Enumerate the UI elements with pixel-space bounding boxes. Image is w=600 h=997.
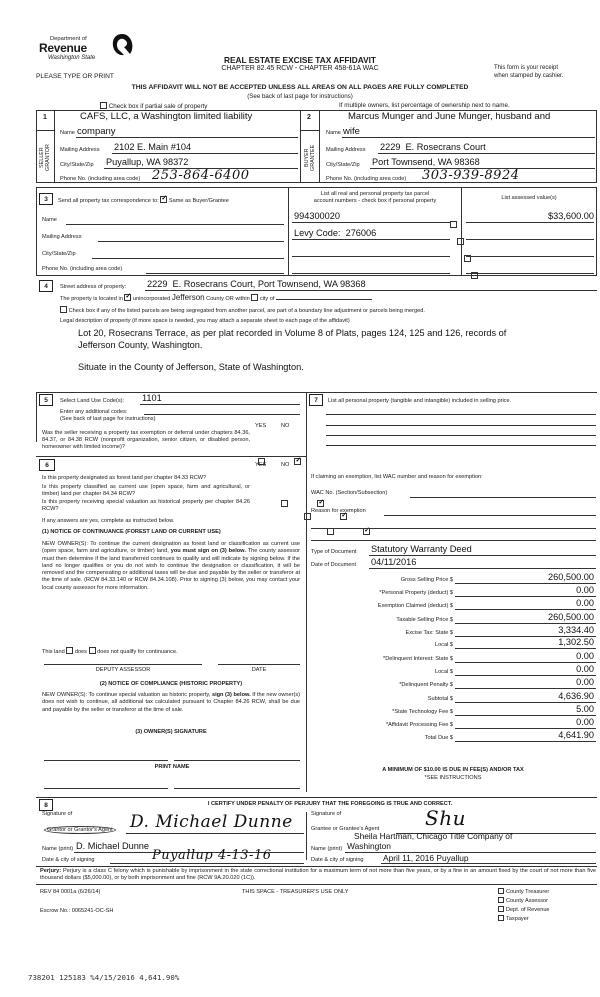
print-name-line-2 xyxy=(174,788,300,789)
same-as-buyer-checkbox[interactable] xyxy=(160,196,167,203)
grantee-name-label: Name xyxy=(326,130,341,136)
grantee-phone-value[interactable]: 303-939-8924 xyxy=(422,168,520,183)
section-5-number: 5 xyxy=(39,394,53,406)
parcels-header-2: account numbers - check box if personal property xyxy=(313,198,437,204)
city-label: city of xyxy=(259,296,275,302)
amount-label: Subtotal $ xyxy=(427,696,453,702)
historic-no-checkbox[interactable] xyxy=(363,528,370,535)
logo-line3: Washington State xyxy=(48,55,96,61)
rev-number: REV 84 0001a (6/26/14) xyxy=(40,889,101,895)
reason-label: Reason for exemption xyxy=(311,508,366,514)
notice2-text-a: NEW OWNER(S): To continue special valuation as historic property, xyxy=(42,692,212,698)
partial-sale-checkbox[interactable] xyxy=(100,102,107,109)
logo-line2: Revenue xyxy=(39,41,87,55)
cashier-stamp: 738201 125183 %4/15/2016 4,641.90% xyxy=(28,973,180,982)
left-frame xyxy=(36,392,37,442)
personal-property-checkbox[interactable] xyxy=(450,221,457,228)
parcel-underline xyxy=(292,239,450,240)
notice2-text xyxy=(42,692,300,714)
amount-value[interactable]: 260,500.00 xyxy=(548,612,594,622)
land-use-value[interactable]: 1101 xyxy=(142,393,162,403)
wac-label: WAC No. (Section/Subsection) xyxy=(311,490,388,496)
county-suffix: County OR within xyxy=(206,296,250,302)
wac-underline xyxy=(410,497,596,498)
current-use-no-checkbox[interactable] xyxy=(340,513,347,520)
forest-yes-checkbox[interactable] xyxy=(281,500,288,507)
corr-name-underline xyxy=(66,224,284,225)
minimum-note: A MINIMUM OF $10.00 IS DUE IN FEE(S) AND/OR TAX xyxy=(382,767,524,773)
notice2-text-b: If the new owner(s) does not wish to continue, all additional tax calculated pursuant to Chapter 84.26 RCW, shall be due and payable by the seller or transferor at the time of sale. xyxy=(42,692,300,713)
copy-recipient-option[interactable] xyxy=(498,888,549,895)
amount-value[interactable]: 0.00 xyxy=(576,585,594,595)
if-yes-note: If any answers are yes, complete as instructed below. xyxy=(42,518,175,524)
personal-property-line-4 xyxy=(326,445,596,446)
grantor-name-print-label: Name (print) xyxy=(42,846,74,852)
grantor-mailing-label: Mailing Address xyxy=(60,147,100,153)
street-underline xyxy=(145,290,597,291)
copy-recipient-label: County Assessor xyxy=(506,898,548,904)
reason-underline-2 xyxy=(311,528,596,529)
historic-question: Is this property receiving special valuation as historical property per chapter 84.26 RCW? xyxy=(42,499,250,513)
city-of-field[interactable] xyxy=(276,299,372,300)
notice1-title: (1) NOTICE OF CONTINUANCE (FOREST LAND OR CURRENT USE) xyxy=(42,529,221,535)
amount-label: Exemption Claimed (deduct) $ xyxy=(377,603,453,609)
grantor-name-print-value[interactable]: D. Michael Dunne xyxy=(76,841,150,851)
amount-label: *State Technology Fee $ xyxy=(392,709,453,715)
segregated-row xyxy=(60,306,425,314)
amount-underline xyxy=(455,596,596,597)
seller-grantor-label: SELLER GRANTOR xyxy=(39,144,51,172)
send-label: Send all property tax correspondence to: xyxy=(58,198,159,204)
treasurer-use-label: THIS SPACE - TREASURER'S USE ONLY xyxy=(242,889,349,895)
form-title: REAL ESTATE EXCISE TAX AFFIDAVIT xyxy=(224,55,376,65)
additional-codes-note: (See back of last page for instructions) xyxy=(60,416,156,422)
qualify-row xyxy=(42,647,178,655)
deputy-date-label: DATE xyxy=(251,667,267,673)
personal-property-line-3 xyxy=(326,435,596,436)
amount-label: Gross Selling Price $ xyxy=(400,577,453,583)
sec5-top-line xyxy=(36,392,597,393)
grantor-name-line1: CAFS, LLC, a Washington limited liability xyxy=(80,111,253,122)
perjury-statement xyxy=(40,868,596,882)
amount-label: Total Due $ xyxy=(424,735,453,741)
personal-property-label: List all personal property (tangible and intangible) included in selling price. xyxy=(328,398,512,404)
amount-value[interactable]: 4,636.90 xyxy=(558,691,594,701)
reason-underline-3 xyxy=(311,540,596,541)
sec3-divider-1 xyxy=(288,187,289,276)
grantee-name-underline xyxy=(342,137,595,138)
grantee-name-line1: Marcus Munger and June Munger, husband and xyxy=(348,111,551,122)
grantee-date-label: Date & city of signing xyxy=(311,857,364,863)
amount-underline xyxy=(455,609,596,610)
grantee-name-line2[interactable]: wife xyxy=(343,126,360,137)
amount-underline xyxy=(455,702,596,703)
additional-codes-underline xyxy=(144,414,300,415)
grantor-sig-label-1: Signature of xyxy=(42,811,73,817)
grantee-phone-label: Phone No. (including area code) xyxy=(326,176,407,182)
owner-signature-line-1 xyxy=(44,760,168,761)
amount-value[interactable]: 4,641.90 xyxy=(558,730,594,740)
grantor-mailing-underline xyxy=(112,153,298,154)
section-1-number: 1 xyxy=(43,114,47,121)
assessed-underline xyxy=(466,239,594,240)
amount-value[interactable]: 3,334.40 xyxy=(558,625,594,635)
doc-date-underline xyxy=(369,568,596,569)
qualify-does-label: does xyxy=(74,649,87,655)
notice1-text-b: The county assessor must then determine if the land transferred continues to qualify and will indicate by signing below. If the land no longer qualifies or you do not wish to continue the designation or classification, it will be removed and the compensating or additional taxes will be due and payable by the seller or transferor at the time of sale. (RCW 84.33.140 or RCW 84.34.108). Prior to signing (3) below, you may contact your local county assessor for more information. xyxy=(42,548,300,591)
notice2-text-bold: sign (3) below. xyxy=(211,692,251,698)
grantor-date-label: Date & city of signing xyxy=(42,857,95,863)
amount-underline xyxy=(455,688,596,689)
county-value[interactable]: Jefferson xyxy=(171,293,205,302)
corr-city-label: City/State/Zip xyxy=(42,251,76,257)
grantor-sig-label-2: Grantor or Grantor's Agent xyxy=(44,826,116,834)
perjury-text: Perjury is a class C felony which is punishable by imprisonment in the state correctional institution for a maximum term of not more than five years, or by a fine in an amount fixed by the court of not more than five thousand dollars ($5,000.00), or by both imprisonment and fine (RCW 9A.20.020 (1C)). xyxy=(40,868,596,882)
grantee-sig-label-1: Signature of xyxy=(311,811,342,817)
section-4-number: 4 xyxy=(39,280,53,292)
copy-recipient-checkbox[interactable] xyxy=(498,915,504,921)
sec2-number-sep xyxy=(300,130,319,131)
exemption-question: Was the seller receiving a property tax exemption or deferral under chapters 84.36, 84.37, or 84.38 RCW (nonprofit organization, senior citizen, or disabled person, homeowner with limited income)? xyxy=(42,430,250,451)
assessed-underline xyxy=(466,222,594,223)
grantor-phone-value[interactable]: 253-864-6400 xyxy=(152,168,250,183)
personal-property-line-2 xyxy=(326,425,596,426)
qualify-does-not-label: does not qualify for continuance. xyxy=(97,649,178,655)
grantor-phone-label: Phone No. (including area code) xyxy=(60,176,141,182)
doc-type-label: Type of Document xyxy=(311,549,357,555)
sec8-top-line xyxy=(36,797,597,798)
buyer-grantee-label: BUYER GRANTEE xyxy=(304,144,316,172)
land-use-underline xyxy=(140,404,300,405)
amount-value[interactable]: 0.00 xyxy=(576,717,594,727)
sec5-no-header: NO xyxy=(281,423,290,429)
grantee-sig-label-2: Grantee or Grantee's Agent xyxy=(311,826,380,832)
corr-city-underline xyxy=(92,258,284,259)
grantor-name-underline xyxy=(76,137,298,138)
unincorporated-label: unincorporated xyxy=(132,296,171,302)
legal-label: Legal description of property (if more space is needed, you may attach a separate sheet to each page of the affidavit) xyxy=(60,318,350,324)
grantee-date-value[interactable]: April 11, 2016 Puyallup xyxy=(383,853,469,863)
section-6-number: 6 xyxy=(39,459,55,471)
amount-value[interactable]: 0.00 xyxy=(576,598,594,608)
section-3-number: 3 xyxy=(39,193,53,205)
additional-codes-label: Enter any additional codes: xyxy=(60,409,128,415)
parcel-account-number[interactable]: 994300020 xyxy=(294,211,340,221)
amount-underline xyxy=(455,715,596,716)
corr-phone-label: Phone No. (including area code) xyxy=(42,266,123,272)
sec6-no-header: NO xyxy=(281,462,290,468)
sec1-number-sep xyxy=(36,130,54,131)
receipt-note-1: This form is your receipt xyxy=(494,65,559,71)
notice2-title: (2) NOTICE OF COMPLIANCE (HISTORIC PROPERTY) xyxy=(99,681,243,687)
sec6-yes-header: YES xyxy=(255,462,267,468)
sec3-divider-2 xyxy=(461,187,462,276)
grantor-city-label: City/State/Zip xyxy=(60,162,94,168)
copy-recipient-checkbox[interactable] xyxy=(498,906,504,912)
amount-label: Excise Tax: State $ xyxy=(405,630,453,636)
perjury-bold: Perjury: xyxy=(40,868,62,874)
exemption-claim-label: If claiming an exemption, list WAC number and reason for exemption: xyxy=(311,474,483,480)
grantee-signature[interactable]: Shu xyxy=(425,806,466,830)
amount-value[interactable]: 0.00 xyxy=(576,664,594,674)
doc-type-value[interactable]: Statutory Warranty Deed xyxy=(371,544,472,554)
amount-label: *Affidavit Processing Fee $ xyxy=(385,722,453,728)
grantee-date-underline xyxy=(381,863,596,864)
land-use-label: Select Land Use Code(s): xyxy=(60,398,125,404)
acceptance-warning: THIS AFFIDAVIT WILL NOT BE ACCEPTED UNLESS ALL AREAS ON ALL PAGES ARE FULLY COMPLETED xyxy=(131,84,469,91)
notice1-text-bold: you must sign on (3) below. xyxy=(170,548,246,555)
forest-no-checkbox[interactable] xyxy=(317,500,324,507)
grantor-mailing-value[interactable]: 2102 E. Main #104 xyxy=(114,142,192,152)
segregated-checkbox[interactable] xyxy=(60,306,67,313)
sec2-label-col xyxy=(319,110,320,183)
same-as-buyer-label: Same as Buyer/Grantee xyxy=(168,198,229,204)
escrow-number: Escrow No.: 0065241-OC-SH xyxy=(40,908,114,914)
certify-statement: I CERTIFY UNDER PENALTY OF PERJURY THAT THE FOREGOING IS TRUE AND CORRECT. xyxy=(207,801,453,807)
current-use-yes-checkbox[interactable] xyxy=(304,513,311,520)
amount-underline xyxy=(455,728,596,729)
historic-yes-checkbox[interactable] xyxy=(327,528,334,535)
does-not-qualify-checkbox[interactable] xyxy=(89,647,96,654)
see-instructions: *SEE INSTRUCTIONS xyxy=(424,775,482,781)
amount-label: *Delinquent Interest: State $ xyxy=(383,656,453,662)
please-type: PLEASE TYPE OR PRINT xyxy=(36,73,114,80)
parcel-underline xyxy=(292,222,450,223)
grantor-name-label: Name xyxy=(60,130,75,136)
grantee-name-print-label: Name (print) xyxy=(311,846,343,852)
partial-sale-option[interactable] xyxy=(100,102,207,110)
grantor-date-value[interactable]: Puyallup 4-13-16 xyxy=(152,848,272,863)
grantor-name-line2[interactable]: company xyxy=(77,126,116,137)
amount-underline xyxy=(455,648,596,649)
city-checkbox[interactable] xyxy=(251,294,258,301)
copy-recipient-label: Taxpayer xyxy=(506,916,529,922)
receipt-note-2: when stamped by cashier. xyxy=(494,73,564,79)
section-7-number: 7 xyxy=(309,394,323,406)
doc-date-value[interactable]: 04/11/2016 xyxy=(371,557,417,567)
legal-line2: Jefferson County, Washington. xyxy=(78,340,203,350)
grantee-name-line1[interactable]: Sheila Hartman, Chicago Title Company of xyxy=(354,831,513,841)
grantor-city-value[interactable]: Puyallup, WA 98372 xyxy=(106,157,189,167)
grantee-mailing-value[interactable]: 2229 E. Rosecrans Court xyxy=(380,142,486,152)
copy-recipient-option[interactable] xyxy=(498,906,550,913)
amount-value[interactable]: 260,500.00 xyxy=(548,572,594,582)
corr-phone-underline xyxy=(146,273,284,274)
exemption-no-checkbox[interactable] xyxy=(294,458,301,465)
section-divider xyxy=(300,110,301,183)
grantee-city-value[interactable]: Port Townsend, WA 98368 xyxy=(372,157,480,167)
doc-date-label: Date of Document xyxy=(311,562,357,568)
corr-name-label: Name xyxy=(42,217,57,223)
instructions-note: (See back of last page for instructions) xyxy=(247,93,353,100)
grantee-mailing-label: Mailing Address xyxy=(326,147,366,153)
corr-mailing-underline xyxy=(98,241,284,242)
amount-underline xyxy=(455,583,596,584)
dor-swirl-logo-icon xyxy=(110,32,134,58)
form-subtitle: CHAPTER 82.45 RCW - CHAPTER 458-61A WAC xyxy=(221,65,379,72)
corr-mailing-label: Mailing Address xyxy=(42,234,82,240)
deputy-signature-line xyxy=(44,664,202,665)
forest-question: Is this property designated as forest land per chapter 84.33 RCW? xyxy=(42,475,207,481)
grantor-signature[interactable]: D. Michael Dunne xyxy=(130,812,293,832)
legal-line3: Situate in the County of Jefferson, State of Washington. xyxy=(78,362,304,372)
segregated-label: Check box if any of the listed parcels are being segregated from another parcel, are part of a boundary line adjustment or parcels being merged. xyxy=(68,308,425,314)
grantee-mailing-underline xyxy=(378,153,595,154)
sec1-label-col xyxy=(54,110,55,183)
section-2-number: 2 xyxy=(307,114,311,121)
amount-underline xyxy=(455,623,596,624)
grantor-date-underline xyxy=(110,863,304,864)
perjury-top-line xyxy=(36,866,597,867)
amount-value[interactable]: 0.00 xyxy=(576,651,594,661)
notice1-text xyxy=(42,541,300,592)
section-8-number: 8 xyxy=(39,799,53,811)
grantor-signature-underline xyxy=(126,833,304,834)
qualify-prefix: This land xyxy=(42,649,65,655)
amount-underline xyxy=(455,675,596,676)
amount-underline xyxy=(455,662,596,663)
send-correspondence xyxy=(58,196,229,204)
owner-signature-title: (3) OWNER(S) SIGNATURE xyxy=(135,729,207,735)
amount-label: *Delinquent Penalty $ xyxy=(399,682,453,688)
amount-value[interactable]: 0.00 xyxy=(576,677,594,687)
sec6-top-line xyxy=(36,456,306,457)
grantee-city-label: City/State/Zip xyxy=(326,162,360,168)
print-name-label: PRINT NAME xyxy=(154,764,190,770)
copy-recipient-option[interactable] xyxy=(498,915,529,922)
street-value[interactable]: 2229 E. Rosecrans Court, Port Townsend, WA 98368 xyxy=(147,279,366,289)
legal-line1: Lot 20, Rosecrans Terrace, as per plat recorded in Volume 8 of Plats, pages 124, 125 and 126, records of xyxy=(78,328,507,338)
assessed-underline xyxy=(466,256,594,257)
multiple-owners-note: If multiple owners, list percentage of ownership next to name. xyxy=(339,102,510,109)
assessed-header: List assessed value(s) xyxy=(501,195,557,201)
assessed-underline xyxy=(466,273,594,274)
amount-label: *Personal Property (deduct) $ xyxy=(379,590,453,596)
amount-underline xyxy=(455,741,596,742)
personal-property-line-1 xyxy=(326,414,596,415)
copy-recipient-label: Dept. of Revenue xyxy=(506,907,550,913)
location-row xyxy=(60,293,372,302)
parcel-account-number[interactable]: Levy Code: 276006 xyxy=(294,228,377,238)
assessed-value[interactable]: $33,600.00 xyxy=(548,211,594,221)
copy-recipient-label: County Treasurer xyxy=(506,889,550,895)
amount-label: Taxable Selling Price $ xyxy=(396,617,453,623)
perjury-bottom-line xyxy=(36,884,597,885)
logo-line1: Department of xyxy=(50,36,87,42)
amount-value[interactable]: 5.00 xyxy=(576,704,594,714)
amount-label: Local $ xyxy=(434,669,453,675)
grantee-name-line2[interactable]: Washington xyxy=(347,841,391,851)
sec5-yes-header: YES xyxy=(255,423,267,429)
amount-label: Local $ xyxy=(434,642,453,648)
located-prefix: The property is located in xyxy=(60,296,123,302)
parcel-underline xyxy=(292,256,450,257)
copy-recipient-checkbox[interactable] xyxy=(498,897,504,903)
current-use-question: Is this property classified as current use (open space, farm and agricultural, or timber) land per chapter 84.34 RCW? xyxy=(42,484,250,498)
personal-property-checkbox[interactable] xyxy=(457,238,464,245)
parcels-header-1: List all real and personal property tax parcel xyxy=(320,191,430,197)
unincorporated-checkbox[interactable] xyxy=(124,294,131,301)
copy-recipient-checkbox[interactable] xyxy=(498,888,504,894)
doc-type-underline xyxy=(369,555,596,556)
deputy-date-line xyxy=(218,664,300,665)
center-column-divider xyxy=(306,392,307,792)
partial-sale-label: Check box if partial sale of property xyxy=(108,103,208,110)
deputy-assessor-label: DEPUTY ASSESSOR xyxy=(95,667,151,673)
does-qualify-checkbox[interactable] xyxy=(66,647,73,654)
notice1-text-a: NEW OWNER(S): To continue the current designation as forest land or classification as current use (open space, farm and agriculture, or timber) land, xyxy=(42,541,300,555)
copy-recipient-option[interactable] xyxy=(498,897,548,904)
dor-logo xyxy=(36,36,136,72)
owner-signature-line-2 xyxy=(174,760,300,761)
amount-value[interactable]: 1,302.50 xyxy=(558,637,594,647)
parcel-underline xyxy=(292,273,450,274)
sec8-divider xyxy=(306,812,307,860)
street-label: Street address of property: xyxy=(60,284,127,290)
print-name-line-1 xyxy=(44,788,168,789)
reason-underline-1 xyxy=(384,515,596,516)
